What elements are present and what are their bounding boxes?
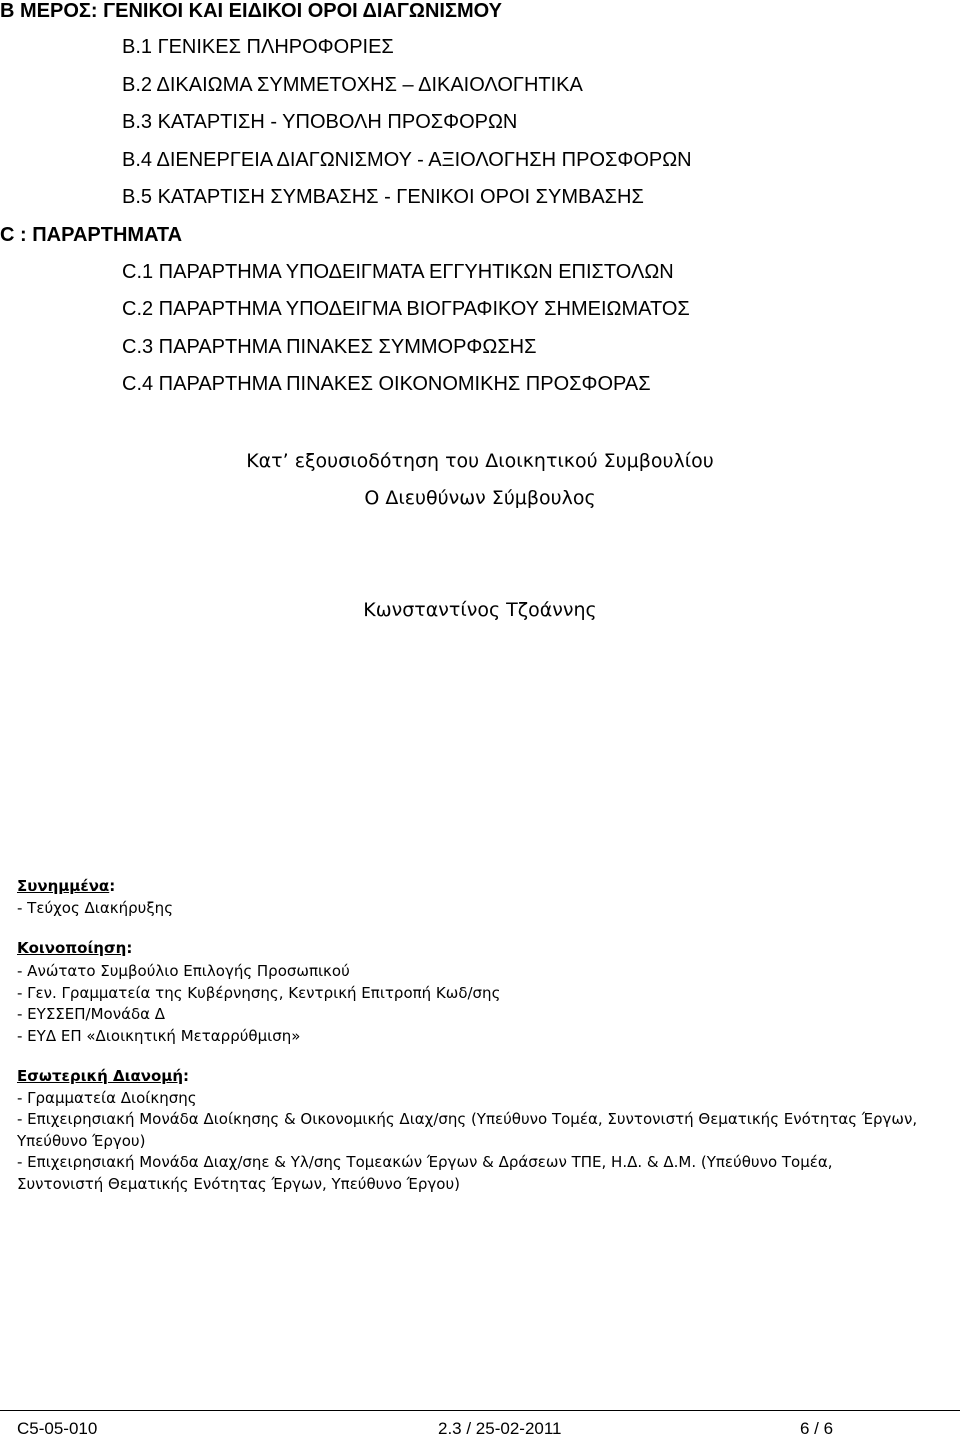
footer-version-date: 2.3 / 25-02-2011 — [438, 1419, 562, 1438]
footer-page-number: 6 / 6 — [800, 1419, 834, 1438]
notification-item: - ΕΥΔ ΕΠ «Διοικητική Μεταρρύθμιση» — [17, 1027, 301, 1045]
section-c-heading: C : ΠΑΡΑΡΤΗΜΑΤΑ — [0, 224, 183, 246]
toc-item-b4: Β.4 ΔΙΕΝΕΡΓΕΙΑ ΔΙΑΓΩΝΙΣΜΟΥ - ΑΞΙΟΛΟΓΗΣΗ ΠΡΟΣΦΟΡΩΝ — [122, 149, 692, 171]
attachments-heading-label: Συνημμένα — [17, 877, 110, 895]
toc-item-c3: C.3 ΠΑΡΑΡΤΗΜΑ ΠΙΝΑΚΕΣ ΣΥΜΜΟΡΦΩΣΗΣ — [122, 336, 537, 358]
notification-item: - Ανώτατο Συμβούλιο Επιλογής Προσωπικού — [17, 962, 350, 980]
toc-item-c2: C.2 ΠΑΡΑΡΤΗΜΑ ΥΠΟΔΕΙΓΜΑ ΒΙΟΓΡΑΦΙΚΟΥ ΣΗΜΕΙΩΜΑΤΟΣ — [122, 298, 690, 320]
toc-item-b5: Β.5 ΚΑΤΑΡΤΙΣΗ ΣΥΜΒΑΣΗΣ - ΓΕΝΙΚΟΙ ΟΡΟΙ ΣΥΜΒΑΣΗΣ — [122, 186, 644, 208]
footer-divider — [0, 1410, 960, 1411]
toc-item-b3: Β.3 ΚΑΤΑΡΤΙΣΗ - ΥΠΟΒΟΛΗ ΠΡΟΣΦΟΡΩΝ — [122, 111, 518, 133]
attachment-item: - Τεύχος Διακήρυξης — [17, 899, 173, 917]
signature-authorization: Κατ’ εξουσιοδότηση του Διοικητικού Συμβουλίου — [246, 450, 714, 472]
toc-item-b1: Β.1 ΓΕΝΙΚΕΣ ΠΛΗΡΟΦΟΡΙΕΣ — [122, 36, 394, 58]
footer-document-code: C5-05-010 — [17, 1419, 98, 1438]
distribution-line: Συντονιστή Θεματικής Ενότητας Έργων, Υπεύθυνο Έργου) — [17, 1175, 460, 1193]
toc-item-c4: C.4 ΠΑΡΑΡΤΗΜΑ ΠΙΝΑΚΕΣ ΟΙΚΟΝΟΜΙΚΗΣ ΠΡΟΣΦΟΡΑΣ — [122, 373, 651, 395]
distribution-line: - Επιχειρησιακή Μονάδα Διοίκησης & Οικονομικής Διαχ/σης (Υπεύθυνο Τομέα, Συντονιστή Θεματικής Ενότητας Έργων, — [17, 1110, 918, 1128]
notification-heading-label: Κοινοποίηση — [17, 939, 127, 957]
distribution-line: Υπεύθυνο Έργου) — [17, 1132, 146, 1150]
notification-item: - ΕΥΣΣΕΠ/Μονάδα Δ — [17, 1005, 166, 1023]
internal-distribution-heading-label: Εσωτερική Διανομή — [17, 1067, 184, 1085]
internal-distribution-heading: Εσωτερική Διανομή: — [17, 1067, 190, 1085]
signature-name: Κωνσταντίνος Τζοάννης — [363, 599, 597, 621]
section-b-heading: Β ΜΕΡΟΣ: ΓΕΝΙΚΟΙ ΚΑΙ ΕΙΔΙΚΟΙ ΟΡΟΙ ΔΙΑΓΩΝΙΣΜΟΥ — [0, 0, 502, 22]
toc-item-b2: Β.2 ΔΙΚΑΙΩΜΑ ΣΥΜΜΕΤΟΧΗΣ – ΔΙΚΑΙΟΛΟΓΗΤΙΚΑ — [122, 74, 583, 96]
distribution-line: - Επιχειρησιακή Μονάδα Διαχ/σηε & Υλ/σης Τομεακών Έργων & Δράσεων ΤΠΕ, Η.Δ. & Δ.Μ. (Υπεύθυνο Τομέα, — [17, 1153, 833, 1171]
attachments-heading: Συνημμένα: — [17, 877, 116, 895]
distribution-line: - Γραμματεία Διοίκησης — [17, 1089, 197, 1107]
notification-heading: Κοινοποίηση: — [17, 939, 133, 957]
toc-item-c1: C.1 ΠΑΡΑΡΤΗΜΑ ΥΠΟΔΕΙΓΜΑΤΑ ΕΓΓΥΗΤΙΚΩΝ ΕΠΙΣΤΟΛΩΝ — [122, 261, 674, 283]
notification-item: - Γεν. Γραμματεία της Κυβέρνησης, Κεντρική Επιτροπή Κωδ/σης — [17, 984, 501, 1002]
signature-role: Ο Διευθύνων Σύμβουλος — [364, 487, 596, 509]
